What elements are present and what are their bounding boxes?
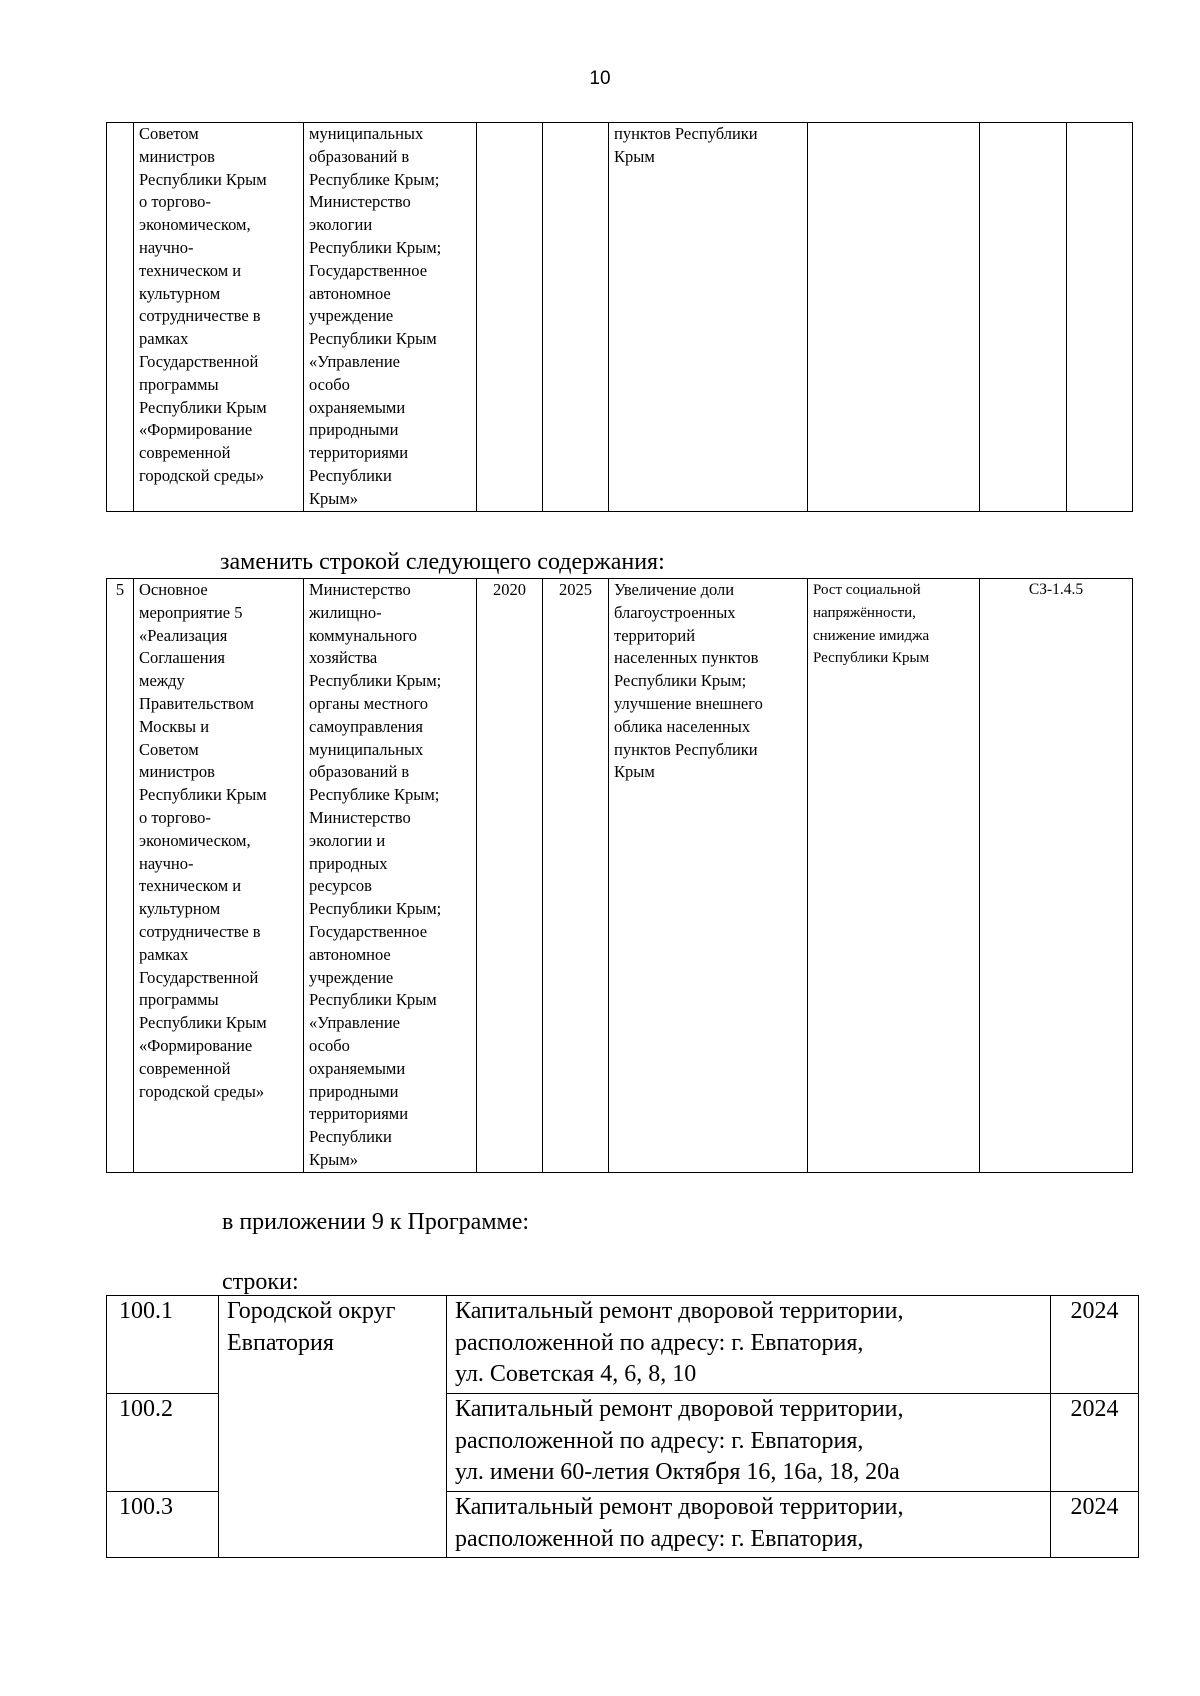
- table-cell-consequences: [808, 123, 980, 512]
- table-cell-start-year: [477, 123, 543, 512]
- table-cell-consequences: Рост социальной напряжённости, снижение имиджа Республики Крым: [808, 579, 980, 1173]
- replacement-measure-table: [106, 578, 1133, 1173]
- table-cell-event: Советом министров Республики Крым о торгово- экономическом, научно- техническом и культурном сотрудничестве в рамках Государственной программы Республики Крым «Формирование современной городской среды»: [134, 123, 304, 512]
- table-cell-year: 2024: [1051, 1394, 1139, 1492]
- table-row: [107, 123, 1133, 512]
- table-cell-executors: муниципальных образований в Республике Крым; Министерство экологии Республики Крым; Государственное автономное учреждение Республики Крым «Управление особо охраняемыми природными территориями Республики Крым»: [304, 123, 477, 512]
- table-cell-event: Основное мероприятие 5 «Реализация Соглашения между Правительством Москвы и Советом министров Республики Крым о торгово- экономическом, научно- техническом и культурном сотрудничестве в рамках Государственной программы Республики Крым «Формирование современной городской среды»: [134, 579, 304, 1173]
- yard-territory-table: [106, 1295, 1139, 1558]
- table-cell-extra: [1067, 123, 1133, 512]
- table-cell-municipality: Городской округ Евпатория: [219, 1296, 447, 1558]
- instruction-appendix-line: в приложении 9 к Программе:: [222, 1209, 530, 1235]
- table-cell-year: 2024: [1051, 1296, 1139, 1394]
- continued-measures-table: [106, 122, 1133, 512]
- table-row: [107, 1296, 1139, 1394]
- table-cell-number: 5: [107, 579, 134, 1173]
- table-cell-description: Капитальный ремонт дворовой территории, расположенной по адресу: г. Евпатория,: [447, 1492, 1051, 1558]
- table-cell-description: Капитальный ремонт дворовой территории, расположенной по адресу: г. Евпатория, ул. Советская 4, 6, 8, 10: [447, 1296, 1051, 1394]
- table-cell-end-year: 2025: [543, 579, 609, 1173]
- table-cell-number: [107, 123, 134, 512]
- page-number: 10: [589, 68, 611, 89]
- table-cell-start-year: 2020: [477, 579, 543, 1173]
- table-cell-indicator: [980, 123, 1067, 512]
- instruction-rows-line: строки:: [222, 1269, 299, 1295]
- table-cell-description: Капитальный ремонт дворовой территории, расположенной по адресу: г. Евпатория, ул. имени 60-летия Октября 16, 16а, 18, 20а: [447, 1394, 1051, 1492]
- table-cell-row-number: 100.1: [107, 1296, 219, 1394]
- table-cell-result: пунктов Республики Крым: [609, 123, 808, 512]
- table-cell-row-number: 100.2: [107, 1394, 219, 1492]
- table-cell-row-number: 100.3: [107, 1492, 219, 1558]
- table-cell-indicator: СЗ-1.4.5: [980, 579, 1133, 1173]
- instruction-replace-line: заменить строкой следующего содержания:: [220, 549, 665, 575]
- table-row: [107, 579, 1133, 1173]
- table-cell-end-year: [543, 123, 609, 512]
- table-cell-year: 2024: [1051, 1492, 1139, 1558]
- table-cell-result: Увеличение доли благоустроенных территорий населенных пунктов Республики Крым; улучшение внешнего облика населенных пунктов Республики Крым: [609, 579, 808, 1173]
- table-cell-executors: Министерство жилищно- коммунального хозяйства Республики Крым; органы местного самоуправления муниципальных образований в Республике Крым; Министерство экологии и природных ресурсов Республики Крым; Государственное автономное учреждение Республики Крым «Управление особо охраняемыми природными территориями Республики Крым»: [304, 579, 477, 1173]
